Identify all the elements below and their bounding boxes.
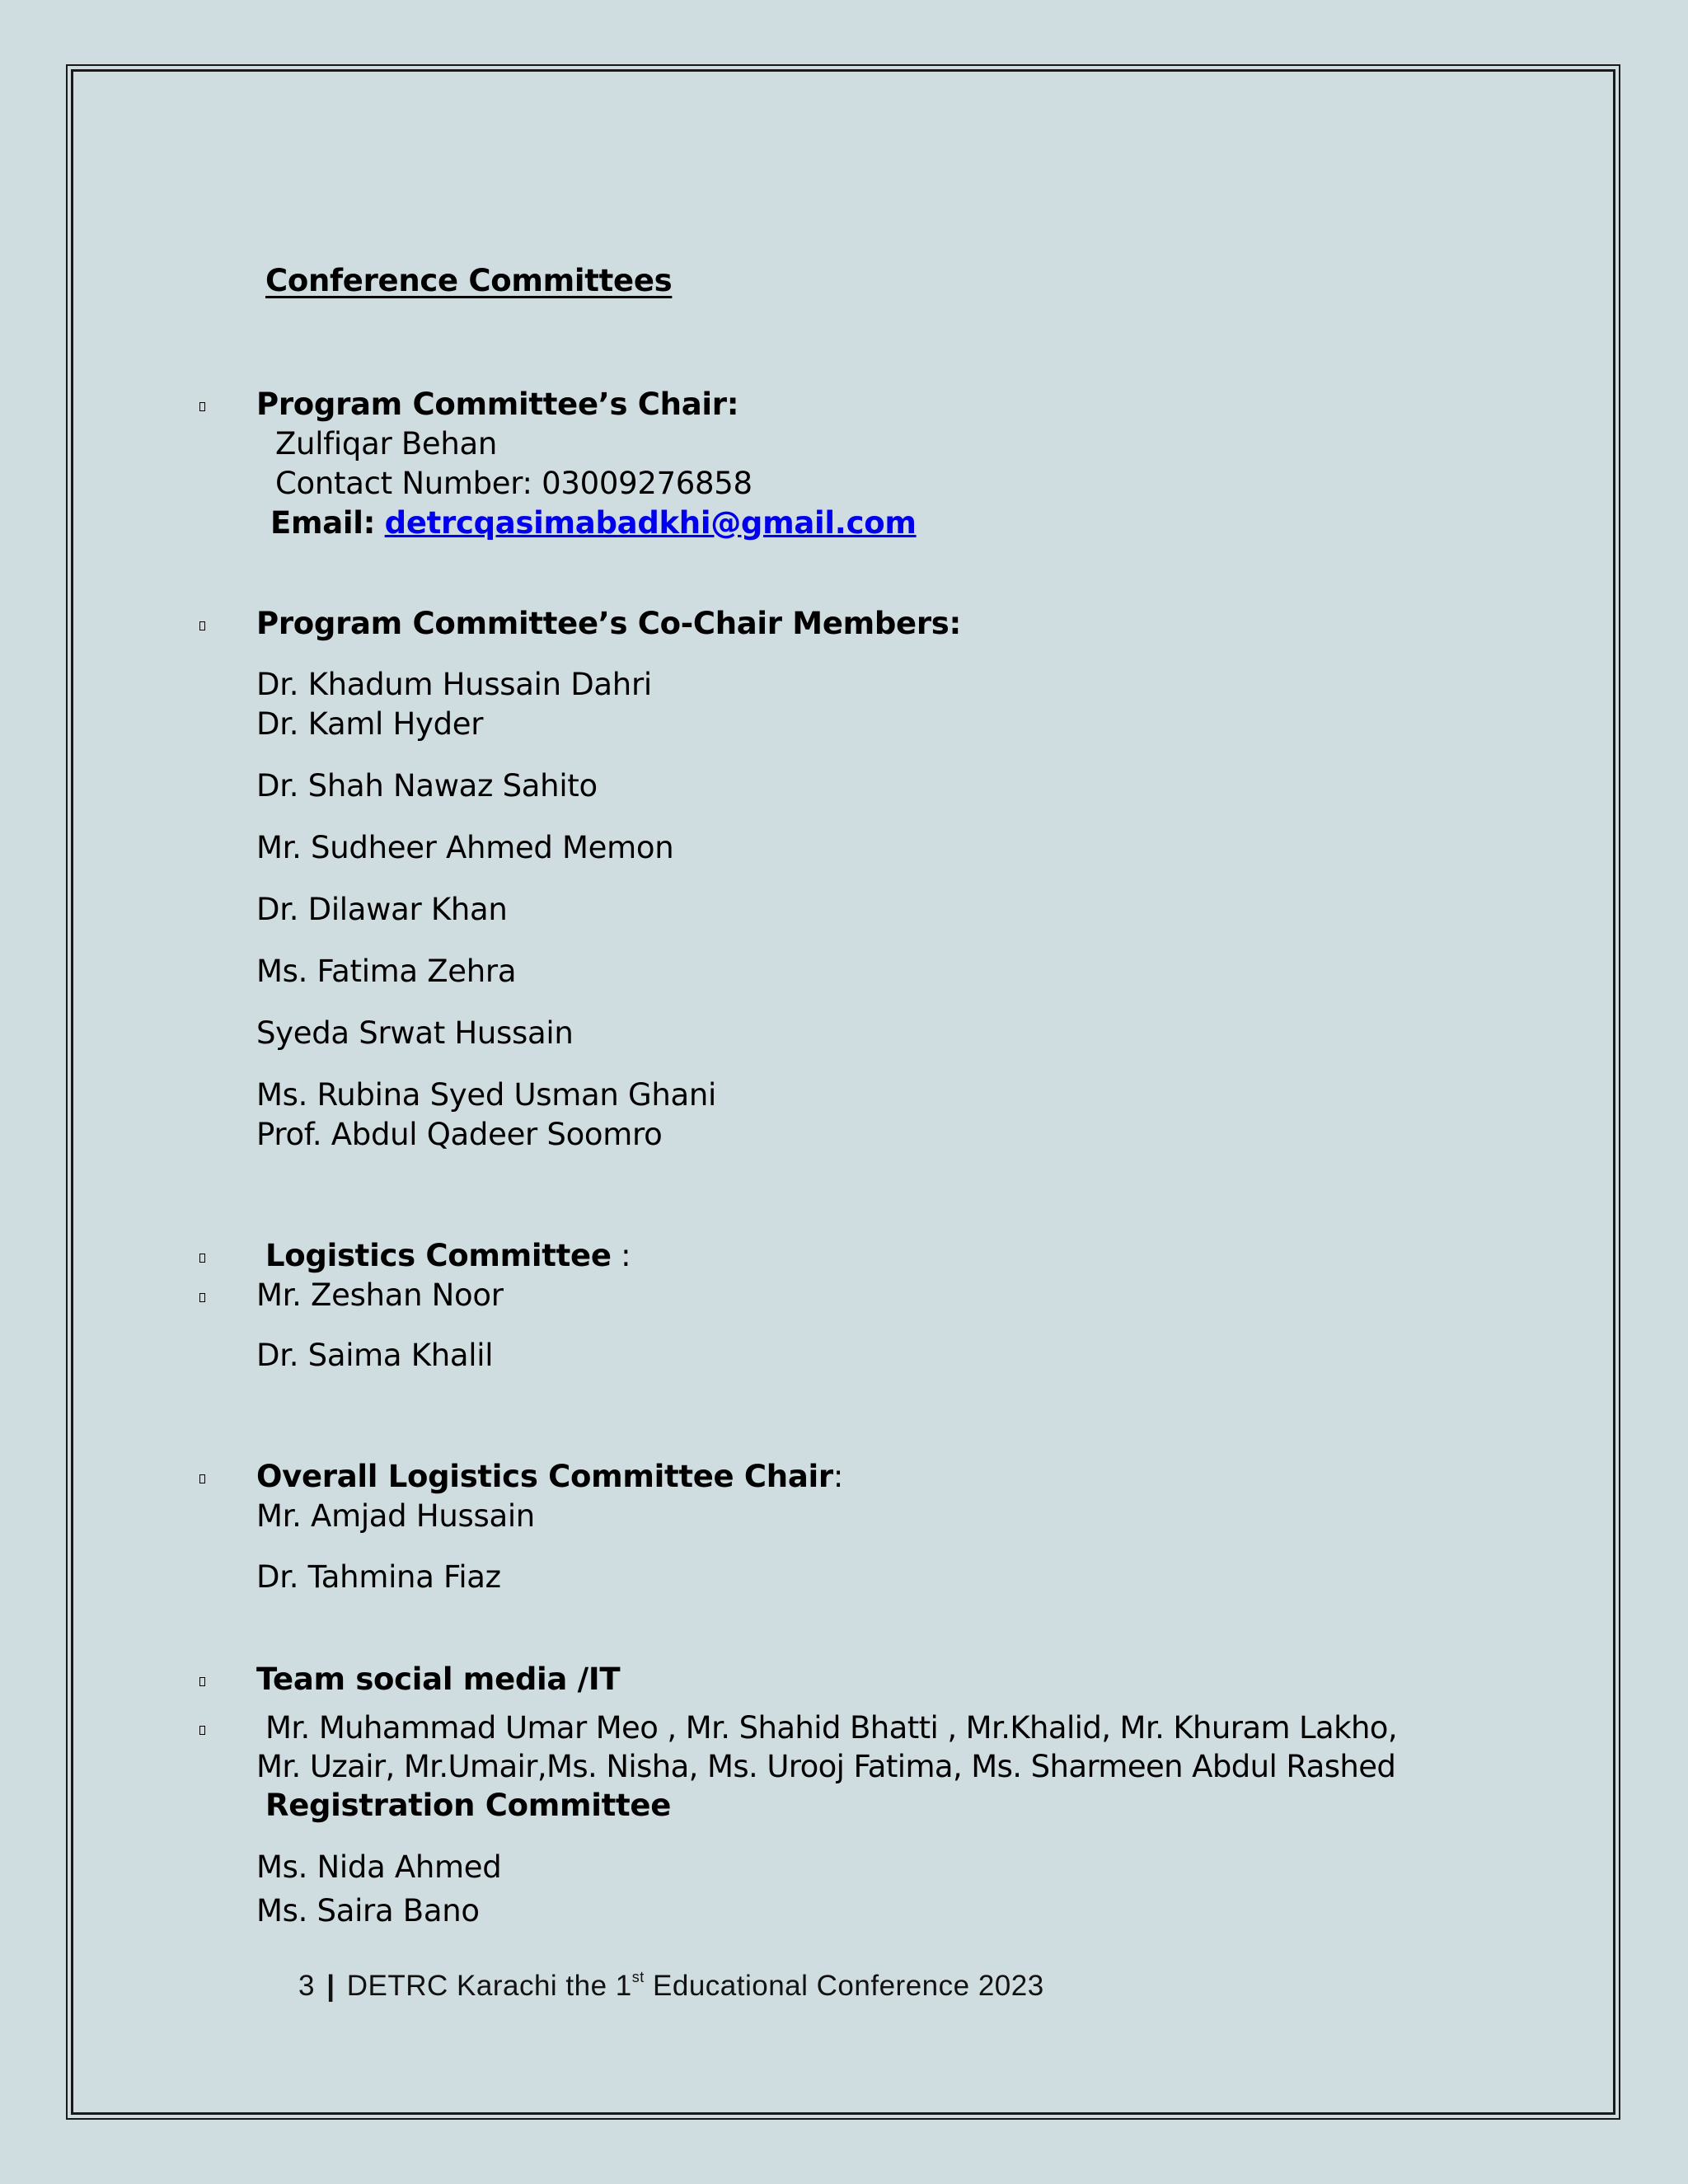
- program-chair-email-row: [270, 505, 917, 541]
- registration-member: Ms. Saira Bano: [256, 1893, 480, 1929]
- logistics-member: Mr. Zeshan Noor: [256, 1277, 504, 1313]
- page-number: 3: [298, 1970, 315, 2002]
- bullet-icon: [199, 1293, 205, 1302]
- bullet-icon: [199, 402, 205, 411]
- bullet-icon: [199, 621, 205, 630]
- page-title: Conference Committees: [265, 263, 673, 298]
- social-media-members-line2: Mr. Uzair, Mr.Umair,Ms. Nisha, Ms. Urooj Fatima, Ms. Sharmeen Abdul Rashed: [256, 1749, 1396, 1784]
- registration-heading: Registration Committee: [265, 1788, 672, 1823]
- overall-logistics-member: Mr. Amjad Hussain: [256, 1498, 535, 1534]
- co-chair-member: Mr. Sudheer Ahmed Memon: [256, 830, 674, 865]
- footer-superscript: st: [631, 1969, 645, 1985]
- co-chair-member: Ms. Fatima Zehra: [256, 954, 517, 989]
- co-chair-member: Ms. Rubina Syed Usman Ghani: [256, 1077, 716, 1113]
- email-link[interactable]: detrcqasimabadkhi@gmail.com: [384, 505, 917, 541]
- social-media-members-line1: Mr. Muhammad Umar Meo , Mr. Shahid Bhatti , Mr.Khalid, Mr. Khuram Lakho,: [265, 1710, 1398, 1746]
- program-chair-heading: Program Committee’s Chair:: [256, 387, 739, 422]
- footer-separator: |: [326, 1970, 335, 2002]
- page-footer: [298, 1969, 1044, 2003]
- co-chair-member: Dr. Kaml Hyder: [256, 706, 484, 742]
- program-chair-contact: Contact Number: 03009276858: [275, 466, 753, 501]
- co-chair-member: Dr. Shah Nawaz Sahito: [256, 768, 598, 804]
- bullet-icon: [199, 1726, 205, 1735]
- overall-logistics-heading: Overall Logistics Committee Chair: [256, 1459, 833, 1494]
- bullet-icon: [199, 1474, 205, 1483]
- program-chair-name: Zulfiqar Behan: [275, 426, 498, 462]
- footer-text: DETRC Karachi the 1: [346, 1970, 632, 2002]
- logistics-colon: :: [621, 1238, 631, 1273]
- bullet-icon: [199, 1254, 205, 1263]
- co-chair-heading: Program Committee’s Co-Chair Members:: [256, 606, 962, 641]
- overall-logistics-colon: :: [832, 1459, 843, 1494]
- co-chair-member: Dr. Khadum Hussain Dahri: [256, 667, 652, 702]
- co-chair-member: Prof. Abdul Qadeer Soomro: [256, 1117, 663, 1152]
- logistics-heading-row: [265, 1240, 631, 1271]
- email-label: Email:: [270, 505, 376, 541]
- co-chair-member: Syeda Srwat Hussain: [256, 1015, 574, 1051]
- registration-member: Ms. Nida Ahmed: [256, 1849, 502, 1885]
- overall-logistics-heading-row: [256, 1461, 843, 1492]
- overall-logistics-member: Dr. Tahmina Fiaz: [256, 1559, 501, 1595]
- bullet-icon: [199, 1677, 205, 1686]
- social-media-heading: Team social media /IT: [256, 1661, 621, 1697]
- co-chair-member: Dr. Dilawar Khan: [256, 892, 508, 927]
- logistics-heading: Logistics Committee: [265, 1238, 612, 1273]
- logistics-member: Dr. Saima Khalil: [256, 1338, 494, 1373]
- footer-text-after: Educational Conference 2023: [644, 1970, 1044, 2002]
